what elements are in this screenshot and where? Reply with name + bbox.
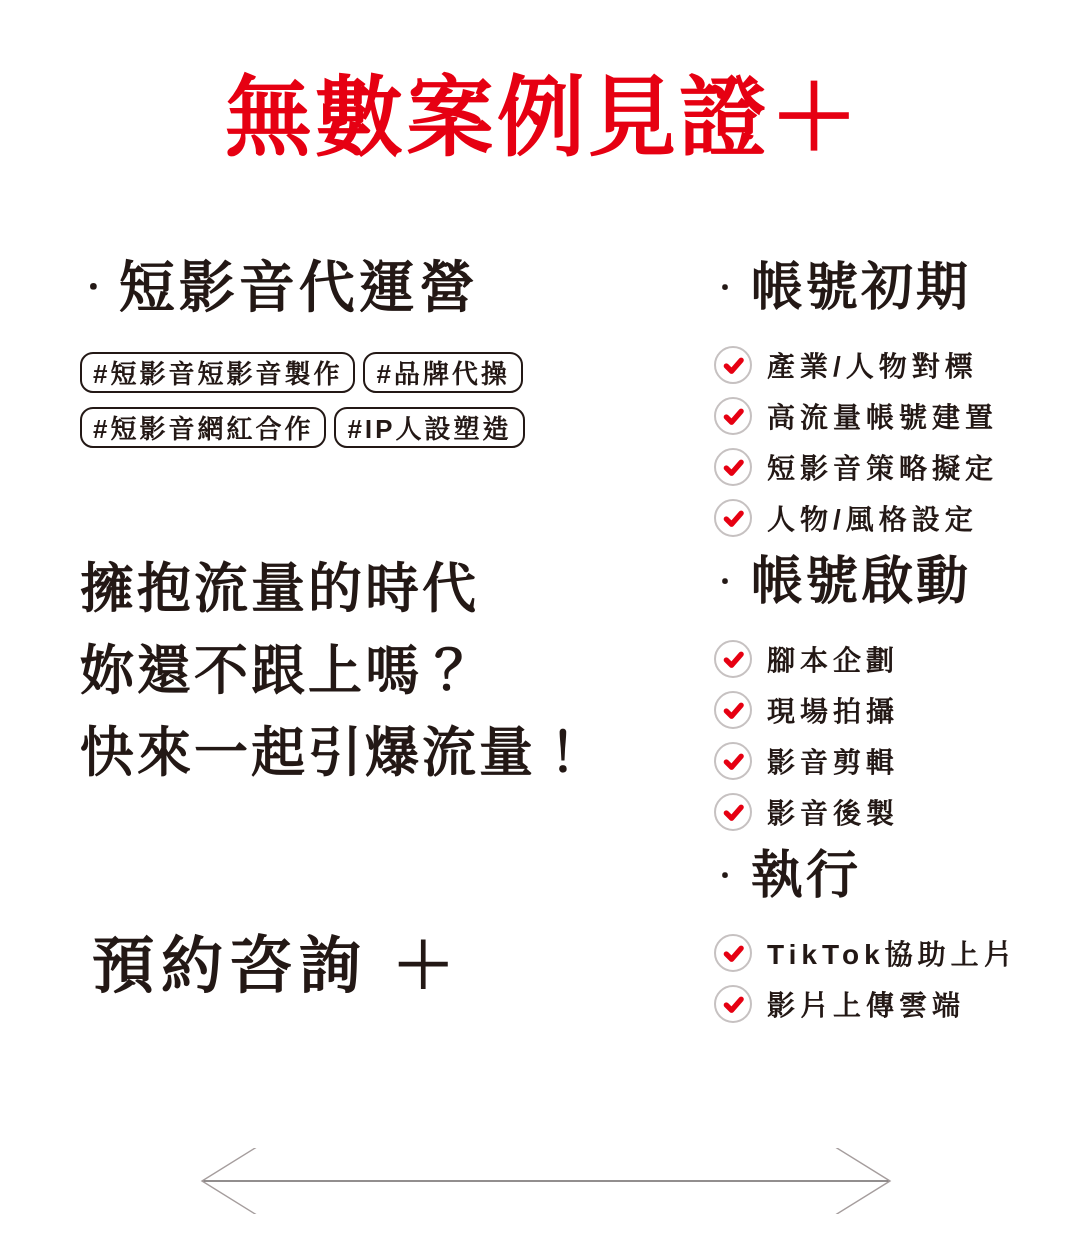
cta-booking-button[interactable]: 預約咨詢 ＋ — [92, 932, 462, 1001]
hashtag-pill[interactable]: #品牌代操 — [363, 352, 522, 393]
checklist-item-label: 影音剪輯 — [767, 747, 900, 778]
checklist-item — [714, 793, 1072, 831]
checklist-item — [714, 691, 1072, 729]
page-title: 無數案例見證＋ — [223, 68, 861, 167]
slogan-line: 妳還不跟上嗎？ — [80, 641, 479, 701]
check-icon — [714, 499, 752, 537]
section-heading — [712, 552, 1072, 612]
checklist-item-label: 影片上傳雲端 — [767, 990, 966, 1021]
check-icon — [714, 742, 752, 780]
checklist — [712, 346, 1072, 537]
checklist-item — [714, 346, 1072, 384]
checklist-item-label: 影音後製 — [767, 798, 900, 829]
bullet-icon: ・ — [712, 861, 742, 891]
check-icon — [714, 985, 752, 1023]
checklist-item — [714, 742, 1072, 780]
checklist — [712, 640, 1072, 831]
slogan — [80, 548, 593, 794]
hashtag-group — [80, 352, 560, 448]
hashtag-row — [80, 407, 560, 448]
bullet-icon: ・ — [78, 269, 113, 305]
checklist-item-label: 腳本企劃 — [767, 645, 900, 676]
bullet-icon: ・ — [712, 273, 742, 303]
section-account-initial — [712, 258, 1072, 550]
slogan-line: 擁抱流量的時代 — [80, 559, 479, 619]
section-execution — [712, 846, 1072, 1036]
check-icon — [714, 934, 752, 972]
section-account-launch — [712, 552, 1072, 844]
slogan-line: 快來一起引爆流量！ — [80, 723, 593, 783]
checklist — [712, 934, 1072, 1023]
check-icon — [714, 691, 752, 729]
hashtag-pill[interactable]: #短影音短影音製作 — [80, 352, 355, 393]
checklist-item — [714, 499, 1072, 537]
checklist-item-label: 高流量帳號建置 — [767, 402, 999, 433]
double-arrow-icon — [188, 1148, 904, 1214]
checklist-item-label: 人物/風格設定 — [767, 504, 978, 535]
check-icon — [714, 397, 752, 435]
check-icon — [714, 640, 752, 678]
checklist-item-label: 短影音策略擬定 — [767, 453, 999, 484]
check-icon — [714, 448, 752, 486]
section-heading-label: 執行 — [751, 847, 862, 905]
checklist-item-label: 產業/人物對標 — [767, 351, 978, 382]
bullet-icon: ・ — [712, 567, 742, 597]
hashtag-pill[interactable]: #短影音網紅合作 — [80, 407, 326, 448]
check-icon — [714, 346, 752, 384]
section-heading-label: 帳號啟動 — [751, 553, 972, 611]
service-heading — [78, 258, 479, 318]
section-heading-label: 帳號初期 — [751, 259, 972, 317]
checklist-item-label: 現場拍攝 — [767, 696, 900, 727]
checklist-item-label: TikTok協助上片 — [767, 939, 1017, 970]
section-heading — [712, 846, 1072, 906]
checklist-item — [714, 640, 1072, 678]
service-heading-label: 短影音代運營 — [118, 256, 479, 319]
hashtag-row — [80, 352, 560, 393]
check-icon — [714, 793, 752, 831]
checklist-item — [714, 934, 1072, 972]
checklist-item — [714, 448, 1072, 486]
hashtag-pill[interactable]: #IP人設塑造 — [334, 407, 524, 448]
checklist-item — [714, 397, 1072, 435]
section-heading — [712, 258, 1072, 318]
checklist-item — [714, 985, 1072, 1023]
